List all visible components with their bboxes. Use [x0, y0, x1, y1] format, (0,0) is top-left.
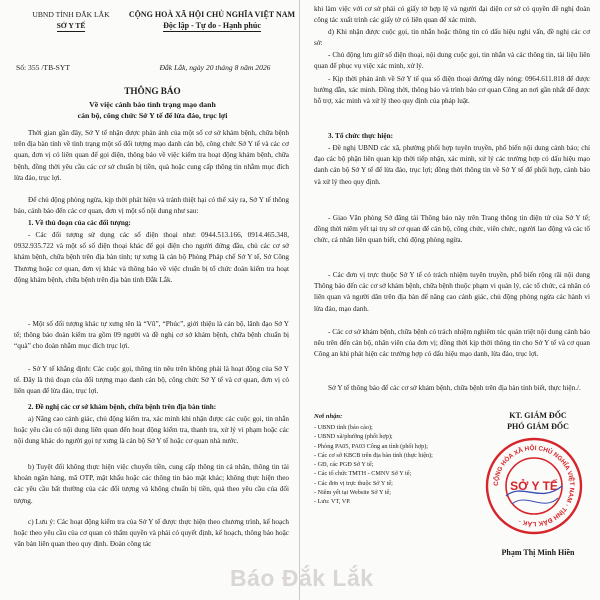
section-1-para-c: - Sở Y tế khẳng định: Các cuộc gọi, thông tin nêu trên không phải là hoạt động của Sở Y tế. Đây là thủ đoạn của đối tượng mạo danh cán bộ, công chức Sở Y tế và cơ quan, đơn vị có liên quan để lừa đảo, trục lợi.: [14, 365, 289, 396]
section-3-para-a: - Đề nghị UBND các xã, phường phối hợp tuyên truyền, phổ biến nội dung cảnh báo; chỉ đạo các bộ phận liên quan kịp thời tiếp nhận, xác minh, xử lý các trường hợp có dấu hiệu mạo danh cán bộ Sở Y tế để lừa đảo, trục lợi; đồng thời thông tin về Sở Y tế để phối hợp, cảnh báo và xử lý theo quy định.: [314, 144, 590, 186]
sign-role-1: KT. GIÁM ĐỐC: [509, 411, 567, 420]
section-3-para-d: - Các cơ sở khám bệnh, chữa bệnh có trách nhiệm nghiêm túc quán triệt nội dung cảnh báo nêu trên đến cán bộ, nhân viên của đơn vị; đồng thời kịp thời thông tin cho Sở Y tế và cơ quan Công an khi phát hiện các trường hợp có dấu hiệu mạo danh, lừa đảo, trục lợi.: [314, 328, 590, 359]
intro-paragraph-2: Để chủ động phòng ngừa, kịp thời phát hiện và tránh thiệt hại có thể xảy ra, Sở Y tế thông báo, cảnh báo đến các cơ quan, đơn vị một số nội dung như sau:: [14, 196, 289, 216]
recipient-item: - Các tổ chức TMTH - CMNV Sở Y tế;: [314, 470, 412, 478]
section-1-para-a: - Các đối tượng sử dụng các số điện thoại như: 0944.513.166, 0914.465.348, 0932.935.722 và một số số điện thoại khác để gọi điện cho người đứng đầu, chủ các cơ sở khám bệnh, chữa bệnh trên địa bàn tỉnh; tự xưng là cán bộ Phòng Pháp chế Sở Y tế, Sở Công Thương hoặc cơ quan, đơn vị khác và thông báo về việc chuẩn bị tổ chức đoàn kiểm tra hoạt động khám bệnh, chữa bệnh trên địa bàn tỉnh Đắk Lắk.: [14, 231, 289, 284]
nation-motto: Độc lập - Tự do - Hạnh phúc: [163, 21, 261, 30]
section-3-para-b: - Giao Văn phòng Sở đăng tải Thông báo này trên Trang thông tin điện tử của Sở Y tế; đồng thời niêm yết tại trụ sở cơ quan để cán bộ, công chức, viên chức, người lao động và các tổ chức, cá nhân liên quan biết, chủ động phòng ngừa.: [314, 214, 590, 245]
doc-subtitle-1: Về việc cảnh báo tình trạng mạo danh: [89, 100, 216, 109]
seal-center-text: SỞ Y TẾ: [510, 479, 558, 493]
section-2-heading: 2. Đề nghị các cơ sở khám bệnh, chữa bệnh trên địa bàn tỉnh:: [28, 403, 217, 411]
seal-ring-text: CỘNG HÒA XÃ HỘI CHỦ NGHĨA VIỆT NAM · TỈNH ĐẮK LẮK ·: [492, 444, 576, 528]
right-para-d2: - Kịp thời phản ánh về Sở Y tế qua số điện thoại đường dây nóng: 0964.611.818 để được hướng dẫn, xác minh. Đồng thời, thông báo và trình báo cơ quan Công an nơi gần nhất để được hỗ trợ, xác minh và xử lý theo quy định của pháp luật.: [314, 75, 590, 106]
closing-paragraph: Sở Y tế thông báo để các cơ sở khám bệnh, chữa bệnh trên địa bàn tỉnh biết, thực hiện./.: [328, 384, 581, 392]
signer-name: Phạm Thị Minh Hiền: [501, 548, 575, 557]
recipient-item: - UBND tỉnh (báo cáo);: [314, 424, 373, 431]
sign-role-2: PHÓ GIÁM ĐỐC: [507, 422, 569, 431]
recipient-item: - Phòng PA05, PA03 Công an tỉnh (phối hợp);: [314, 442, 429, 450]
section-2-para-c: c) Lưu ý: Các hoạt động kiểm tra của Sở Y tế được thực hiện theo chương trình, kế hoạch hoặc theo yêu cầu của cơ quan có thẩm quyền và phải có quyết định, kế hoạch, thông báo hoặc văn bản liên quan theo quy định. Đoàn công tác: [14, 518, 289, 549]
agency-top: UBND TỈNH ĐẮK LẮK: [32, 10, 110, 19]
section-2-para-a: a) Nâng cao cảnh giác, chủ động kiểm tra, xác minh khi nhận được các cuộc gọi, tin nhắn hoặc yêu cầu có nội dung liên quan đến hoạt động kiểm tra, thanh tra, xử lý vi phạm hoặc các nội dung khác do người gọi tự xưng là cán bộ Sở Y tế hoặc cơ quan nhà nước.: [14, 415, 289, 446]
recipient-item: - UBND xã/phường (phối hợp);: [314, 433, 393, 441]
recipient-item: - Lưu: VT, VP.: [314, 498, 351, 506]
doc-date: Đắk Lắk, ngày 20 tháng 8 năm 2026: [159, 63, 271, 72]
official-seal: [482, 434, 586, 538]
recipients-list: [314, 423, 433, 507]
right-para-d: d) Khi nhận được cuộc gọi, tin nhắn hoặc thông tin có dấu hiệu nghi vấn, đề nghị các cơ sở:: [314, 28, 590, 48]
recipient-item: - GĐ, các PGĐ Sở Y tế;: [314, 461, 374, 469]
recipient-item: - Các cơ sở KBCB trên địa bàn tỉnh (thực hiện);: [314, 451, 433, 459]
intro-paragraph-1: Thời gian gần đây, Sở Y tế nhận được phản ánh của một số cơ sở khám bệnh, chữa bệnh trên địa bàn tỉnh về tình trạng một số đối tượng mạo danh cán bộ, công chức Sở Y tế và các cơ quan, đơn vị có liên quan để gọi điện, thông báo về việc kiểm tra hoạt động khám bệnh, chữa bệnh, đồng thời yêu cầu các cơ sở chuẩn bị tiền, quà hoặc cung cấp thông tin nhằm mục đích lừa đảo, trục lợi.: [14, 129, 289, 182]
recipient-item: - Niêm yết tại Website Sở Y tế;: [314, 489, 391, 497]
section-2-para-b: b) Tuyệt đối không thực hiện việc chuyển tiền, cung cấp thông tin cá nhân, thông tin tài khoản ngân hàng, mã OTP, mật khẩu hoặc các thông tin bảo mật khác; không thực hiện theo các yêu cầu bất thường của các đối tượng và không chuẩn bị tiền, quà theo yêu cầu của đối tượng.: [14, 463, 289, 505]
watermark-logo: Báo Đắk Lắk: [230, 565, 374, 591]
signature-stroke: [512, 498, 558, 504]
nation-header: [128, 9, 296, 32]
section-1-heading: 1. Về thủ đoạn của các đối tượng:: [28, 219, 131, 227]
right-para-c-cont: khi làm việc với cơ sở phải có giấy tờ hợp lệ và người đại diện cơ sở có quyền đề nghị đoàn công tác xuất trình các giấy tờ có liên quan để xác minh.: [314, 5, 590, 25]
agency-header: [16, 9, 126, 32]
doc-subtitle-2: cán bộ, công chức Sở Y tế để lừa đảo, trục lợi: [77, 111, 228, 120]
right-para-d1: - Chủ động lưu giữ số điện thoại, nội dung cuộc gọi, tin nhắn và các thông tin, tài liệu liên quan để phục vụ việc xác minh, xử lý.: [314, 51, 590, 71]
section-3-heading: 3. Tổ chức thực hiện:: [328, 132, 393, 140]
nation-name: CỘNG HOÀ XÃ HỘI CHỦ NGHĨA VIỆT NAM: [128, 10, 296, 19]
doc-title: THÔNG BÁO: [124, 86, 181, 96]
doc-number: Số: 355 /TB-SYT: [16, 63, 71, 72]
recipient-item: - Các đơn vị trực thuộc Sở Y tế;: [314, 479, 393, 487]
agency-dept: SỞ Y TẾ: [56, 21, 86, 30]
recipients-title: Nơi nhận:: [314, 413, 343, 420]
section-3-para-c: - Các đơn vị trực thuộc Sở Y tế có trách nhiệm tuyên truyền, phổ biến rộng rãi nội dung Thông báo đến các cơ sở khám bệnh, chữa bệnh thuộc phạm vi quản lý, các tổ chức, cá nhân có liên quan và người dân trên địa bàn để nâng cao cảnh giác, chủ động phòng ngừa các hành vi lừa đảo, mạo danh.: [314, 271, 590, 313]
section-1-para-b: - Một số đối tượng khác tự xưng tên là “Vũ”, “Phúc”, giới thiệu là cán bộ, lãnh đạo Sở Y tế; thông báo đoàn kiểm tra gồm 09 người và đề nghị cơ sở khám bệnh, chữa bệnh chuẩn bị “quà” cho đoàn nhằm mục đích trục lợi.: [14, 320, 289, 351]
